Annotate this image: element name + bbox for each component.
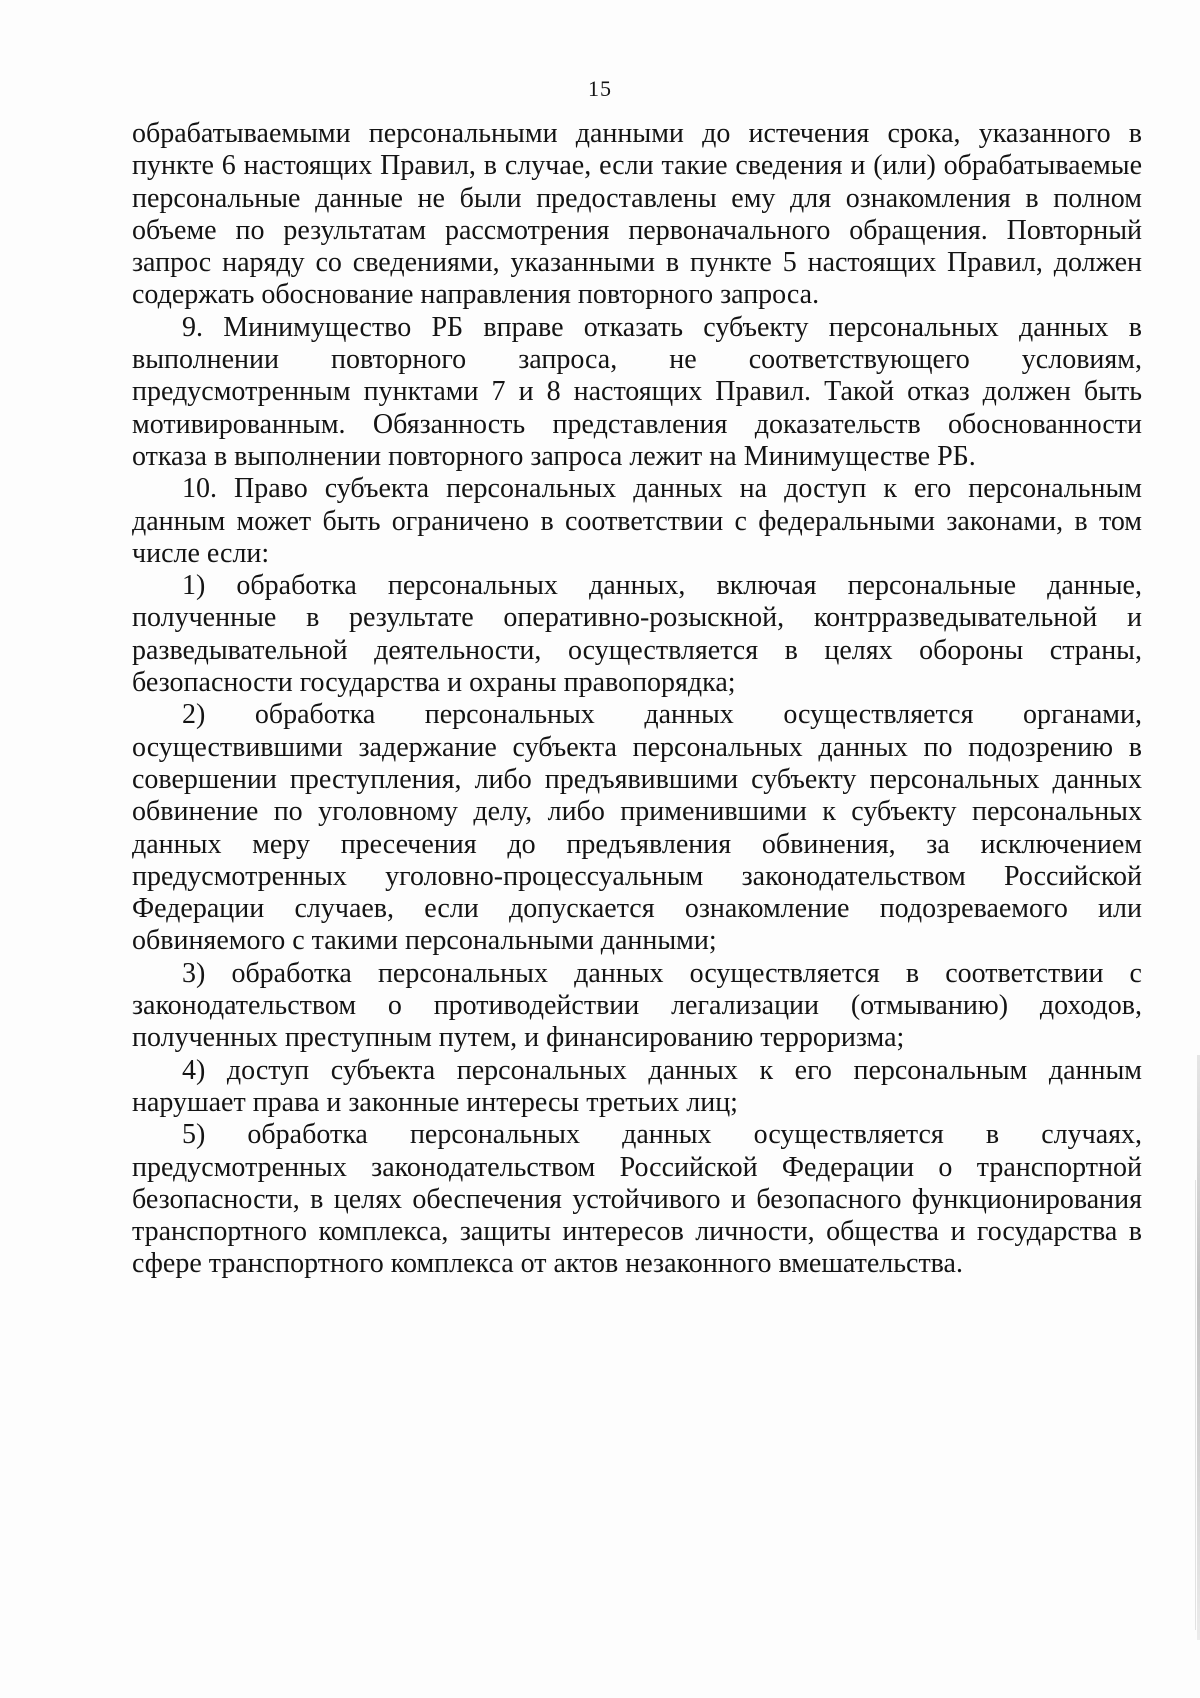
page-number: 15 bbox=[588, 76, 612, 101]
paragraph-item-9: 9. Минимущество РБ вправе отказать субъекту персональных данных в выполнении повторного запроса, не соответствующего условиям, предусмотренным пунктами 7 и 8 настоящих Правил. Такой отказ должен быть мотивированным. Обязанность представления доказательств обоснованности отказа в выполнении повторного запроса лежит на Минимуществе РБ. bbox=[132, 311, 1142, 472]
subitem-3: 3) обработка персональных данных осуществляется в соответствии с законодательством о противодействии легализации (отмыванию) доходов, полученных преступным путем, и финансированию терроризма; bbox=[132, 957, 1142, 1054]
paragraph-continuation: обрабатываемыми персональными данными до истечения срока, указанного в пункте 6 настоящих Правил, в случае, если такие сведения и (или) обрабатываемые персональные данные не были предоставлены ему для ознакомления в полном объеме по результатам рассмотрения первоначального обращения. Повторный запрос наряду со сведениями, указанными в пункте 5 настоящих Правил, должен содержать обоснование направления повторного запроса. bbox=[132, 118, 1142, 311]
subitem-4: 4) доступ субъекта персональных данных к его персональным данным нарушает права и законные интересы третьих лиц; bbox=[132, 1054, 1142, 1118]
document-body bbox=[132, 118, 1142, 1281]
scan-edge-line bbox=[1195, 1180, 1196, 1630]
subitem-1: 1) обработка персональных данных, включая персональные данные, полученные в результате оперативно-розыскной, контрразведывательной и разведывательной деятельности, осуществляется в целях обороны страны, безопасности государства и охраны правопорядка; bbox=[132, 570, 1142, 699]
paragraph-item-10: 10. Право субъекта персональных данных на доступ к его персональным данным может быть ограничено в соответствии с федеральными законами, в том числе если: bbox=[132, 473, 1142, 569]
subitem-5: 5) обработка персональных данных осуществляется в случаях, предусмотренных законодательством Российской Федерации о транспортной безопасности, в целях обеспечения устойчивого и безопасного функционирования транспортного комплекса, защиты интересов личности, общества и государства в сфере транспортного комплекса от актов незаконного вмешательства. bbox=[132, 1119, 1142, 1280]
subitem-2: 2) обработка персональных данных осуществляется органами, осуществившими задержание субъекта персональных данных по подозрению в совершении преступления, либо предъявившими субъекту персональных данных обвинение по уголовному делу, либо применившими к субъекту персональных данных меру пресечения до предъявления обвинения, за исключением предусмотренных уголовно-процессуальным законодательством Российской Федерации случаев, если допускается ознакомление подозреваемого или обвиняемого с такими персональными данными; bbox=[132, 699, 1142, 957]
